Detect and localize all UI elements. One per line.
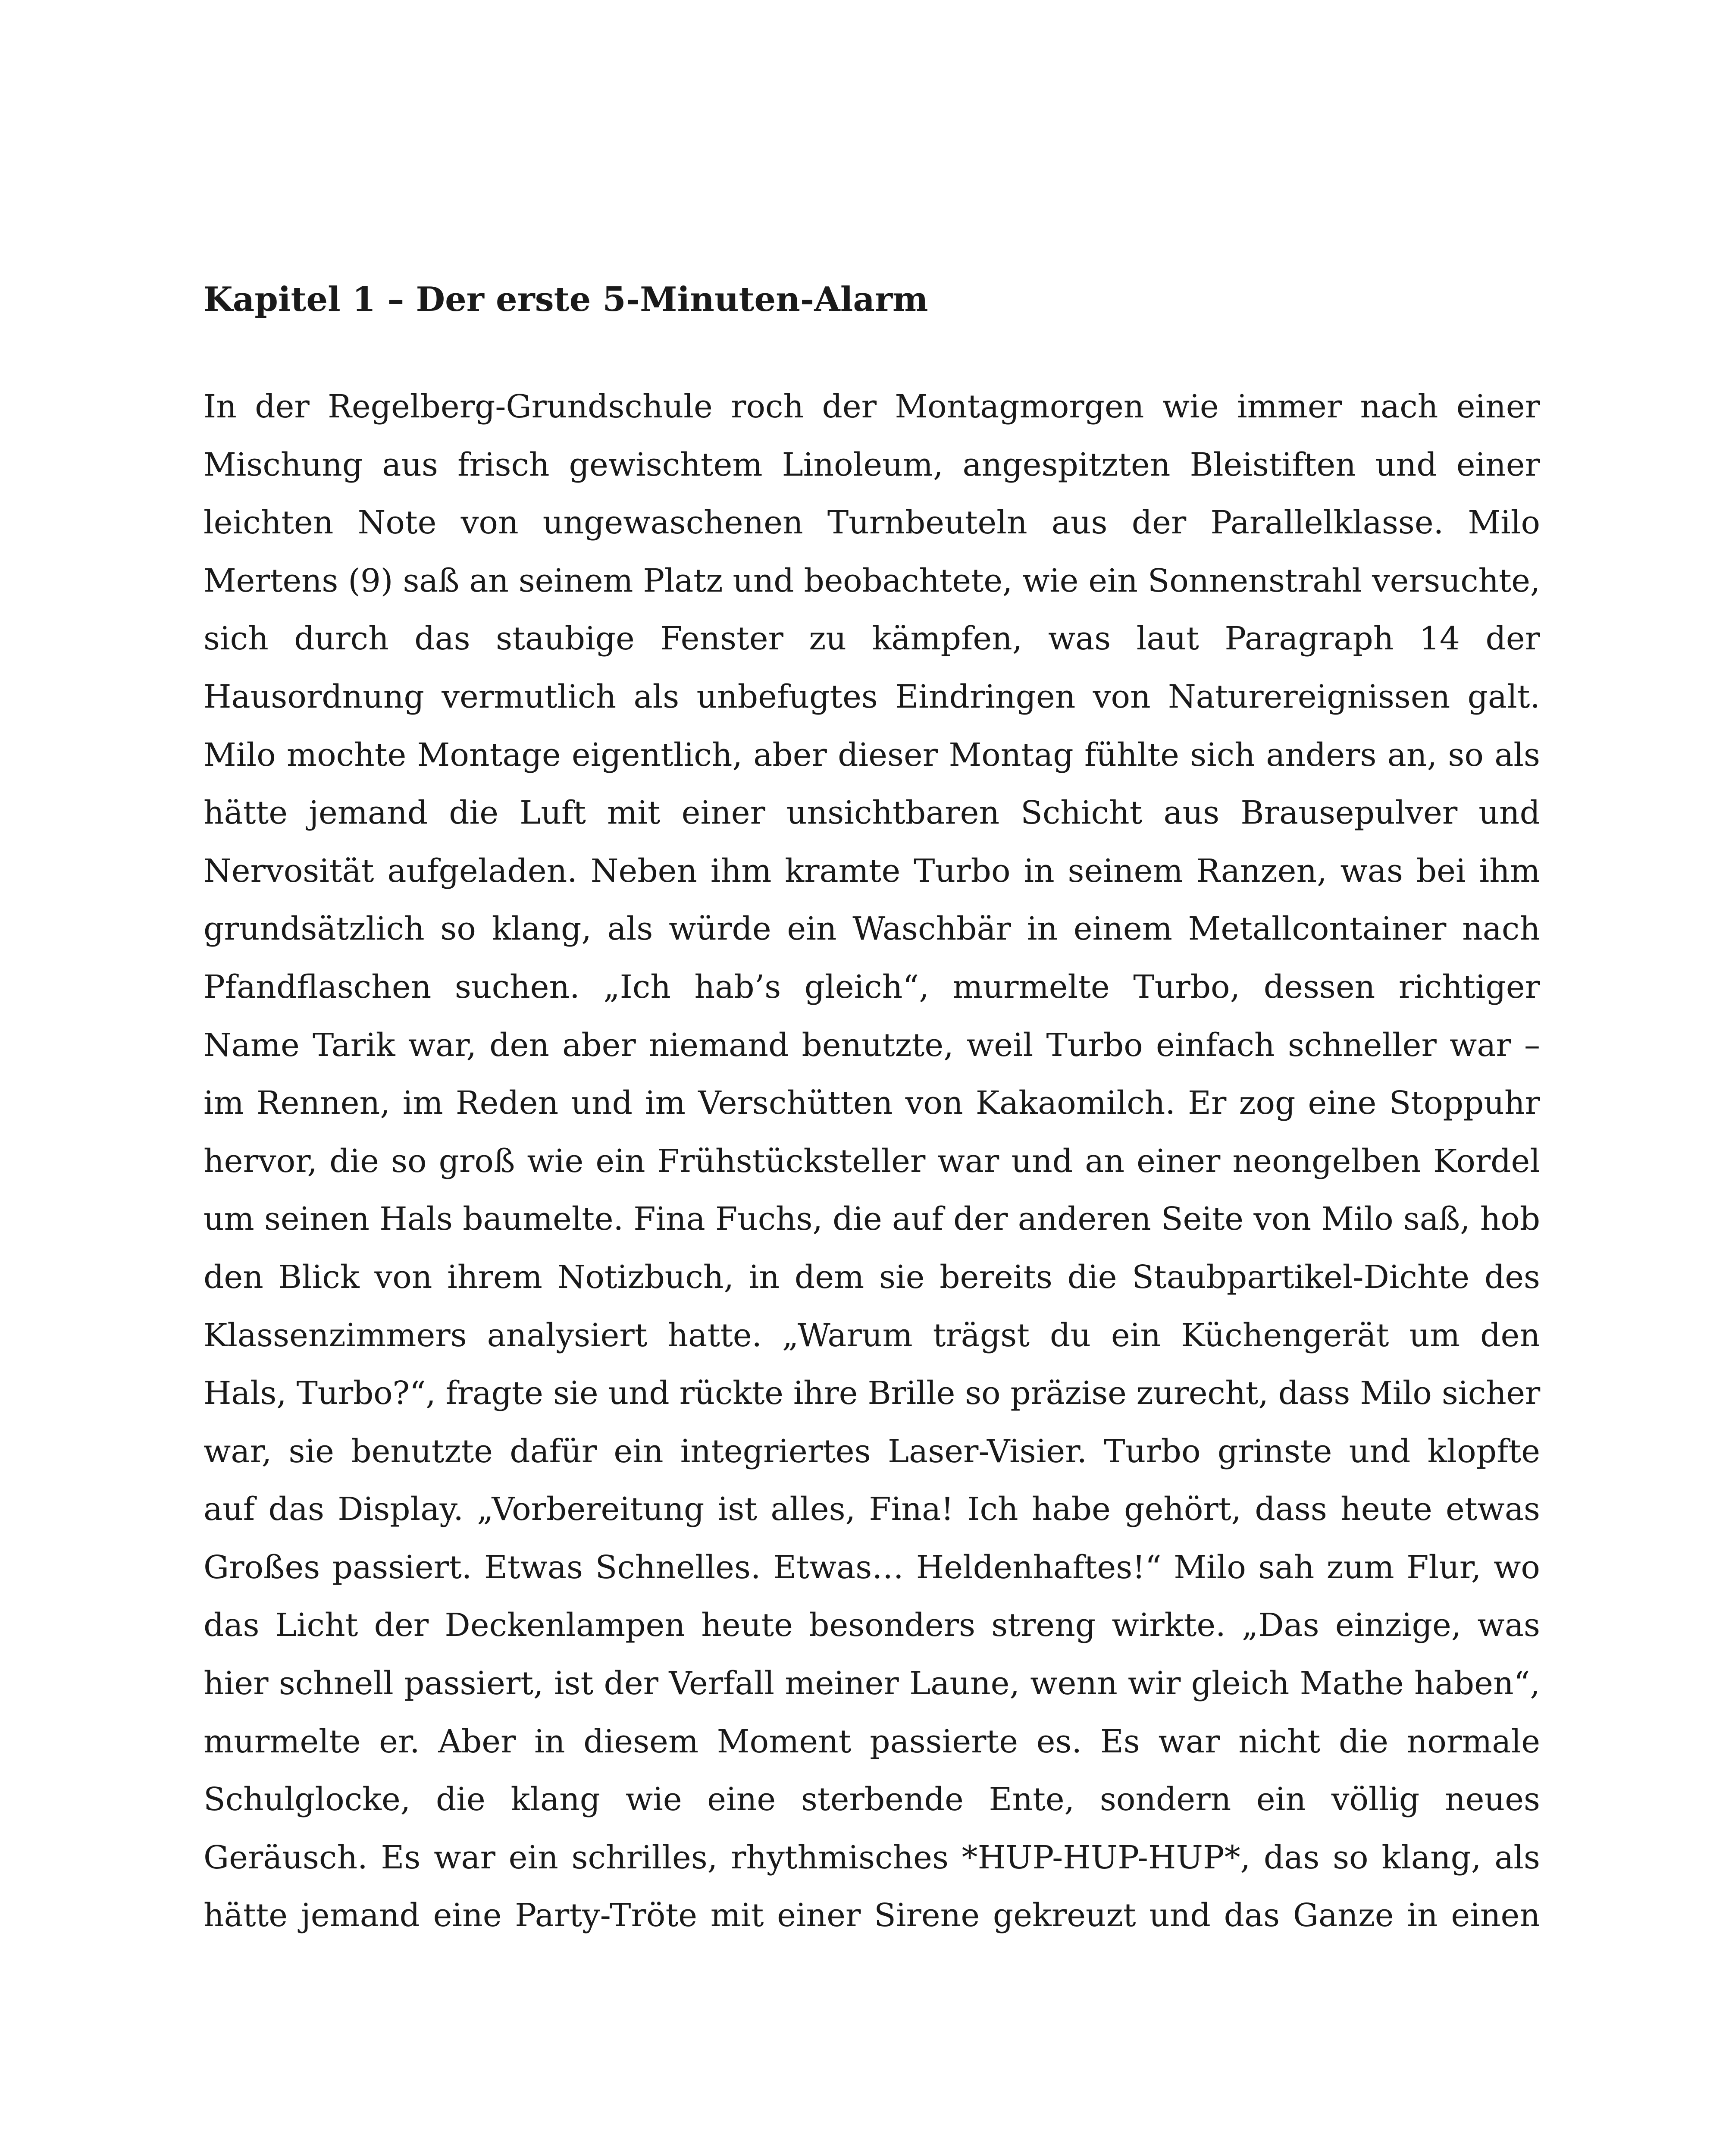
chapter-heading: Kapitel 1 – Der erste 5-Minuten-Alarm <box>204 280 928 319</box>
text-line: um seinen Hals baumelte. Fina Fuchs, die auf der anderen Seite von Milo saß, hob <box>204 1200 1540 1238</box>
text-line: das Licht der Deckenlampen heute besonders streng wirkte. „Das einzige, was <box>204 1607 1540 1644</box>
text-line: hätte jemand eine Party-Tröte mit einer Sirene gekreuzt und das Ganze in einen <box>204 1897 1540 1934</box>
text-line: hier schnell passiert, ist der Verfall meiner Laune, wenn wir gleich Mathe haben“, <box>204 1665 1540 1702</box>
text-line: den Blick von ihrem Notizbuch, in dem sie bereits die Staubpartikel-Dichte des <box>204 1258 1540 1296</box>
text-line: Mertens (9) saß an seinem Platz und beobachtete, wie ein Sonnenstrahl versuchte, <box>204 562 1540 599</box>
text-line: Hals, Turbo?“, fragte sie und rückte ihre Brille so präzise zurecht, dass Milo sicher <box>204 1375 1540 1412</box>
text-line: Milo mochte Montage eigentlich, aber dieser Montag fühlte sich anders an, so als <box>204 736 1540 774</box>
text-line: sich durch das staubige Fenster zu kämpfen, was laut Paragraph 14 der <box>204 620 1540 658</box>
text-line: grundsätzlich so klang, als würde ein Waschbär in einem Metallcontainer nach <box>204 910 1540 948</box>
text-line: Großes passiert. Etwas Schnelles. Etwas… Heldenhaftes!“ Milo sah zum Flur, wo <box>204 1548 1540 1586</box>
text-line: Mischung aus frisch gewischtem Linoleum, angespitzten Bleistiften und einer <box>204 446 1540 483</box>
text-line: war, sie benutzte dafür ein integriertes Laser-Visier. Turbo grinste und klopfte <box>204 1432 1540 1470</box>
chapter-body-text <box>204 378 1540 1945</box>
text-line: Nervosität aufgeladen. Neben ihm kramte Turbo in seinem Ranzen, was bei ihm <box>204 852 1540 890</box>
text-line: auf das Display. „Vorbereitung ist alles, Fina! Ich habe gehört, dass heute etwas <box>204 1491 1540 1528</box>
text-line: hätte jemand die Luft mit einer unsichtbaren Schicht aus Brausepulver und <box>204 794 1540 832</box>
text-line: Schulglocke, die klang wie eine sterbende Ente, sondern ein völlig neues <box>204 1781 1540 1818</box>
text-line: Pfandflaschen suchen. „Ich hab’s gleich“, murmelte Turbo, dessen richtiger <box>204 968 1540 1006</box>
text-line: Hausordnung vermutlich als unbefugtes Eindringen von Naturereignissen galt. <box>204 678 1540 715</box>
text-line: Geräusch. Es war ein schrilles, rhythmisches *HUP-HUP-HUP*, das so klang, als <box>204 1839 1540 1876</box>
text-line: leichten Note von ungewaschenen Turnbeuteln aus der Parallelklasse. Milo <box>204 504 1540 542</box>
text-line: im Rennen, im Reden und im Verschütten von Kakaomilch. Er zog eine Stoppuhr <box>204 1084 1540 1122</box>
text-line: hervor, die so groß wie ein Frühstücksteller war und an einer neongelben Kordel <box>204 1142 1540 1180</box>
text-line: In der Regelberg-Grundschule roch der Montagmorgen wie immer nach einer <box>204 388 1540 425</box>
text-line: Name Tarik war, den aber niemand benutzte, weil Turbo einfach schneller war – <box>204 1026 1540 1064</box>
text-line: Klassenzimmers analysiert hatte. „Warum trägst du ein Küchengerät um den <box>204 1316 1540 1354</box>
text-line: murmelte er. Aber in diesem Moment passierte es. Es war nicht die normale <box>204 1723 1540 1760</box>
